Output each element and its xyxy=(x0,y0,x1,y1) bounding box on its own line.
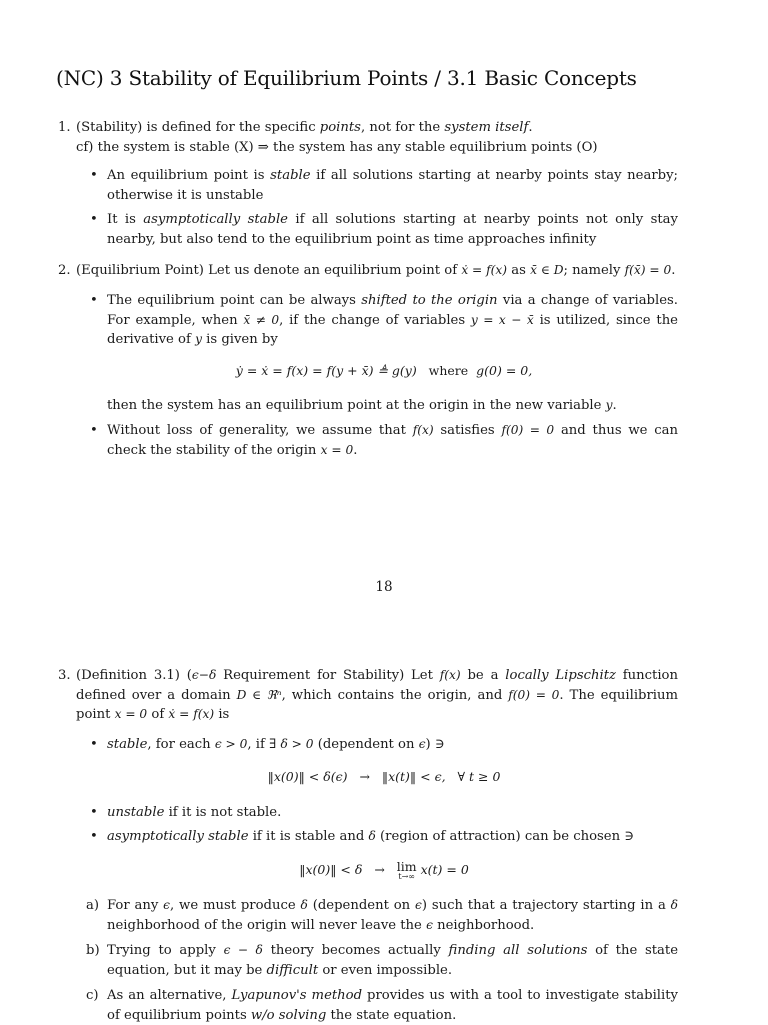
sub-item-label: a) xyxy=(86,898,100,913)
bullet-asymptotic-def: • It is asymptotically stable if all solutions starting at nearby points not only stay nearby, but also tend to the equilibrium point as time approaches infinity xyxy=(90,212,678,247)
equation-shift: ẏ = ẋ = f(x) = f(y + x̄) ≜ g(y) where g(0) = 0, xyxy=(235,363,533,378)
bullet-stable-def: • An equilibrium point is stable if all solutions starting at nearby points stay nearby; otherwise it is unstable xyxy=(90,168,678,203)
sub-item-c: c) As an alternative, Lyapunov's method provides us with a tool to investigate stability of equilibrium points w/o solving the state equation. xyxy=(86,988,678,1023)
sub-item-label: b) xyxy=(86,943,100,958)
bullet-dot: • xyxy=(90,168,98,183)
equation-asymptotic: ‖x(0)‖ < δ → lim t→∞ x(t) = 0 xyxy=(299,859,469,881)
item-1-line-1: (Stability) is defined for the specific points, not for the system itself. xyxy=(76,120,533,135)
after-equation-text: then the system has an equilibrium point at the origin in the new variable y. xyxy=(107,398,617,413)
bullet-dot: • xyxy=(90,293,98,308)
item-1-line-2: cf) the system is stable (X) ⇒ the system has any stable equilibrium points (O) xyxy=(76,139,598,155)
sub-item-a: a) For any ϵ, we must produce δ (dependent on ϵ) such that a trajectory starting in a δ neighborhood of the origin will never leave the ϵ neighborhood. xyxy=(86,898,678,933)
bullet-dot: • xyxy=(90,805,98,820)
bullet-dot: • xyxy=(90,423,98,438)
item-3: 3. (Definition 3.1) (ϵ−δ Requirement for Stability) Let f(x) be a locally Lipschitz function defined over a domain D ∈ ℜⁿ, which contains the origin, and f(0) = 0. The equilibrium point x = 0 of ẋ = f(x) is xyxy=(58,668,678,722)
bullet-unstable: • unstable if it is not stable. xyxy=(90,803,678,823)
page-title: (NC) 3 Stability of Equilibrium Points / 3.1 Basic Concepts xyxy=(56,66,637,90)
item-number: 1. xyxy=(58,120,71,135)
bullet-dot: • xyxy=(90,737,98,752)
bullet-shift-origin: • The equilibrium point can be always shifted to the origin via a change of variables. For example, when x̄ ≠ 0, if the change of variables y = x − x̄ is utilized, since the derivative of y is given by xyxy=(90,293,678,347)
bullet-dot: • xyxy=(90,829,98,844)
bullet-asymptotic: • asymptotically stable if it is stable and δ (region of attraction) can be chosen ∋ xyxy=(90,827,678,847)
sub-item-b: b) Trying to apply ϵ − δ theory becomes actually finding all solutions of the state equation, but it may be difficult or even impossible. xyxy=(86,943,679,978)
item-number: 2. xyxy=(58,263,71,278)
page-number: 18 xyxy=(375,579,393,595)
item-1 xyxy=(58,118,678,157)
bullet-stable: • stable, for each ϵ > 0, if ∃ δ > 0 (dependent on ϵ) ∋ xyxy=(90,735,678,755)
bullet-wlog: • Without loss of generality, we assume that f(x) satisfies f(0) = 0 and thus we can check the stability of the origin x = 0. xyxy=(90,423,678,458)
sub-item-label: c) xyxy=(86,988,99,1003)
limit-operator: lim t→∞ xyxy=(396,859,417,881)
equation-stability: ‖x(0)‖ < δ(ϵ) → ‖x(t)‖ < ϵ, ∀ t ≥ 0 xyxy=(267,769,501,784)
bullet-dot: • xyxy=(90,212,98,227)
item-number: 3. xyxy=(58,668,71,683)
item-2: 2. (Equilibrium Point) Let us denote an equilibrium point of ẋ = f(x) as x̄ ∈ D; namely f(x̄) = 0. xyxy=(58,261,678,281)
